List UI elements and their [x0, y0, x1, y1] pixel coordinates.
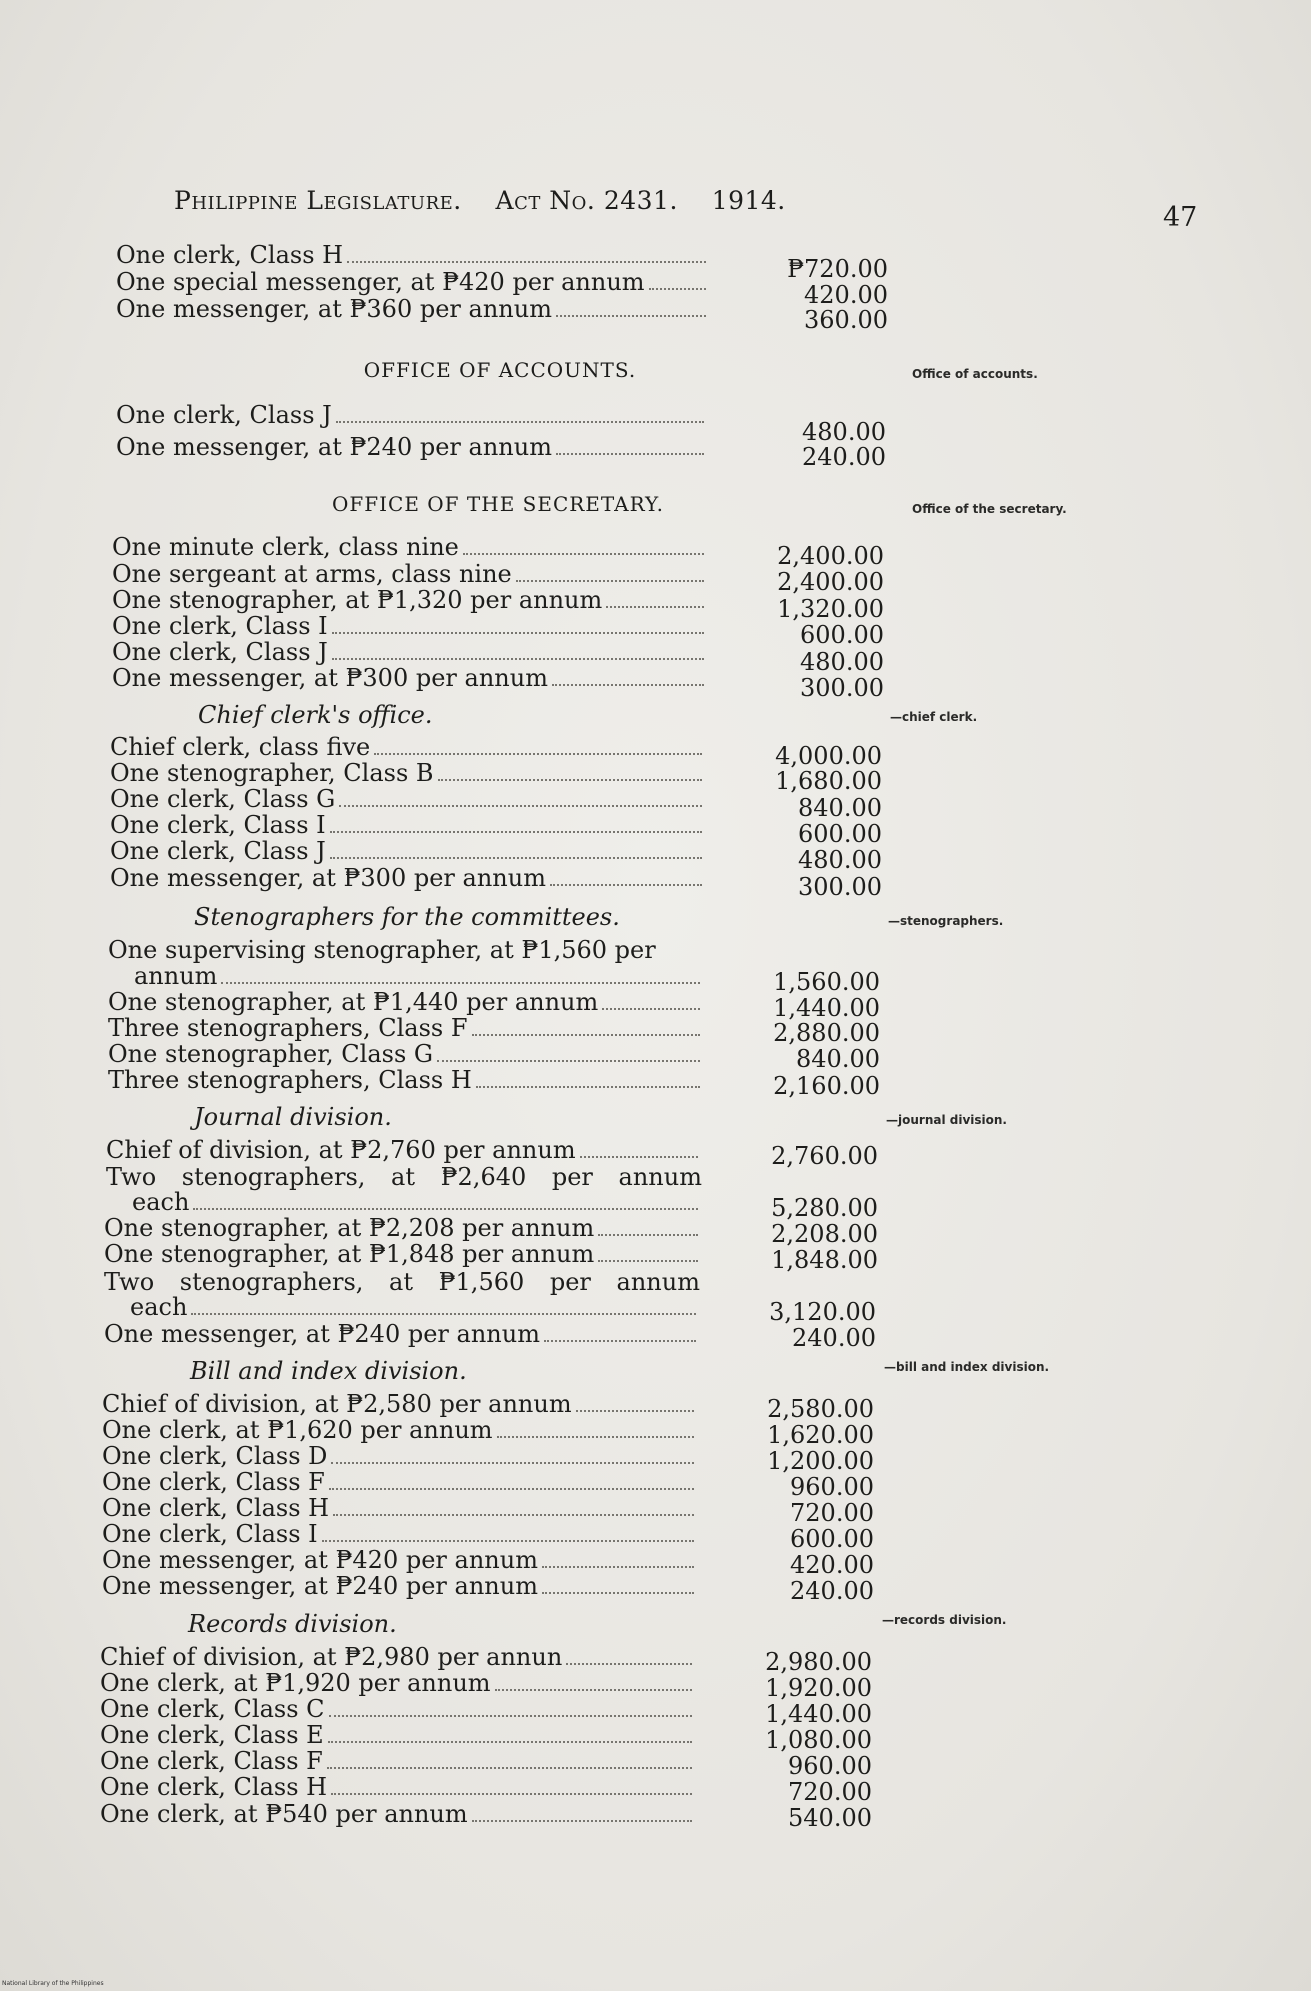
- header-year: 1914.: [711, 186, 786, 215]
- amount: ₱720.00: [787, 255, 888, 283]
- margin-note: —journal division.: [886, 1113, 1007, 1127]
- line-item: One stenographer, at ₱1,848 per annum: [104, 1240, 702, 1266]
- line-item: One clerk, Class J: [116, 401, 708, 427]
- line-item: Three stenographers, Class F: [108, 1014, 704, 1040]
- amount: 2,760.00: [771, 1142, 878, 1170]
- amount: 240.00: [792, 1324, 876, 1352]
- sub-title: Records division.: [188, 1610, 397, 1638]
- line-item: One clerk, Class J: [112, 638, 708, 664]
- amount: 2,580.00: [767, 1395, 874, 1423]
- line-item: Chief clerk, class five: [110, 733, 706, 759]
- amount: 240.00: [790, 1577, 874, 1605]
- line-item: One clerk, Class J: [110, 837, 706, 863]
- section-title: OFFICE OF ACCOUNTS.: [363, 358, 637, 382]
- line-item: One stenographer, at ₱1,320 per annum: [112, 586, 708, 612]
- header-act: Act No. 2431.: [495, 186, 678, 215]
- amount: 1,620.00: [767, 1421, 874, 1449]
- line-item: One clerk, at ₱1,920 per annum: [100, 1669, 696, 1695]
- sub-title: Bill and index division.: [190, 1357, 467, 1385]
- amount: 1,440.00: [765, 1700, 872, 1728]
- line-item: One stenographer, at ₱2,208 per annum: [104, 1214, 702, 1240]
- line-item: One clerk, Class E: [100, 1721, 696, 1747]
- amount: 720.00: [790, 1499, 874, 1527]
- line-item: One clerk, Class H: [102, 1494, 698, 1520]
- line-item: One clerk, Class H: [116, 241, 710, 267]
- amount: 1,848.00: [771, 1246, 878, 1274]
- amount: 1,680.00: [775, 767, 882, 795]
- amount: 1,440.00: [773, 994, 880, 1022]
- amount: 480.00: [798, 846, 882, 874]
- amount: 2,160.00: [773, 1072, 880, 1100]
- margin-note: —stenographers.: [888, 914, 1004, 928]
- sub-title: Journal division.: [194, 1103, 392, 1131]
- line-item: Three stenographers, Class H: [108, 1066, 704, 1092]
- line-item: One clerk, Class F: [102, 1468, 698, 1494]
- line-item: Chief of division, at ₱2,580 per annum: [102, 1390, 698, 1416]
- amount: 1,320.00: [777, 595, 884, 623]
- line-item: One clerk, Class G: [110, 785, 706, 811]
- amount: 360.00: [804, 306, 888, 334]
- line-item: each: [132, 1188, 702, 1214]
- amount: 5,280.00: [771, 1194, 878, 1222]
- line-item: One messenger, at ₱420 per annum: [102, 1546, 698, 1572]
- amount: 420.00: [790, 1551, 874, 1579]
- amount: 1,920.00: [765, 1674, 872, 1702]
- amount: 840.00: [798, 794, 882, 822]
- header-title: Philippine Legislature.: [174, 186, 462, 215]
- line-item-first-line: One supervising stenographer, at ₱1,560 per: [108, 936, 656, 964]
- running-header: [174, 186, 834, 215]
- line-item: One clerk, Class D: [102, 1442, 698, 1468]
- section-title: OFFICE OF THE SECRETARY.: [331, 492, 665, 516]
- amount: 300.00: [798, 873, 882, 901]
- amount: 600.00: [790, 1525, 874, 1553]
- amount: 4,000.00: [775, 742, 882, 770]
- line-item: One messenger, at ₱300 per annum: [112, 664, 708, 690]
- amount: 540.00: [788, 1804, 872, 1832]
- line-item: One sergeant at arms, class nine: [112, 560, 708, 586]
- amount: 600.00: [798, 820, 882, 848]
- amount: 1,080.00: [765, 1726, 872, 1754]
- line-item: One clerk, Class I: [112, 612, 708, 638]
- amount: 420.00: [804, 281, 888, 309]
- amount: 2,400.00: [777, 568, 884, 596]
- line-item: One minute clerk, class nine: [112, 533, 708, 559]
- margin-note: Office of the secretary.: [912, 502, 1067, 516]
- line-item-first-line: Two stenographers, at ₱2,640 per annum: [106, 1163, 702, 1191]
- scan-credit: National Library of the Philippines: [2, 1980, 104, 1987]
- line-item: One clerk, Class H: [100, 1773, 696, 1799]
- amount: 720.00: [788, 1778, 872, 1806]
- line-item: One messenger, at ₱300 per annum: [110, 864, 706, 890]
- amount: 960.00: [788, 1752, 872, 1780]
- amount: 480.00: [802, 418, 886, 446]
- line-item: Chief of division, at ₱2,980 per annun: [100, 1643, 696, 1669]
- amount: 3,120.00: [769, 1298, 876, 1326]
- line-item: each: [130, 1293, 700, 1319]
- line-item: One stenographer, Class G: [108, 1040, 704, 1066]
- amount: 1,560.00: [773, 968, 880, 996]
- amount: 480.00: [800, 648, 884, 676]
- line-item: One messenger, at ₱240 per annum: [104, 1320, 700, 1346]
- line-item: One clerk, Class I: [102, 1520, 698, 1546]
- margin-note: Office of accounts.: [912, 367, 1038, 381]
- line-item: One messenger, at ₱240 per annum: [116, 433, 708, 459]
- line-item: One clerk, at ₱540 per annum: [100, 1800, 696, 1826]
- margin-note: —records division.: [882, 1613, 1007, 1627]
- sub-title: Chief clerk's office.: [198, 701, 433, 729]
- amount: 1,200.00: [767, 1447, 874, 1475]
- amount: 2,880.00: [773, 1019, 880, 1047]
- amount: 2,980.00: [765, 1648, 872, 1676]
- margin-note: —chief clerk.: [890, 710, 978, 724]
- sub-title: Stenographers for the committees.: [194, 903, 620, 931]
- amount: 300.00: [800, 674, 884, 702]
- margin-note: —bill and index division.: [884, 1360, 1050, 1374]
- line-item-first-line: Two stenographers, at ₱1,560 per annum: [104, 1268, 700, 1296]
- amount: 840.00: [796, 1045, 880, 1073]
- line-item: annum: [134, 962, 704, 988]
- line-item: One messenger, at ₱240 per annum: [102, 1572, 698, 1598]
- line-item: One special messenger, at ₱420 per annum: [116, 268, 710, 294]
- amount: 960.00: [790, 1473, 874, 1501]
- line-item: Chief of division, at ₱2,760 per annum: [106, 1136, 702, 1162]
- line-item: One stenographer, at ₱1,440 per annum: [108, 988, 704, 1014]
- amount: 600.00: [800, 621, 884, 649]
- line-item: One clerk, Class F: [100, 1747, 696, 1773]
- amount: 240.00: [802, 443, 886, 471]
- line-item: One clerk, at ₱1,620 per annum: [102, 1416, 698, 1442]
- amount: 2,400.00: [777, 542, 884, 570]
- line-item: One messenger, at ₱360 per annum: [116, 295, 710, 321]
- amount: 2,208.00: [771, 1220, 878, 1248]
- page-number: 47: [1163, 202, 1198, 233]
- line-item: One stenographer, Class B: [110, 759, 706, 785]
- line-item: One clerk, Class C: [100, 1695, 696, 1721]
- line-item: One clerk, Class I: [110, 811, 706, 837]
